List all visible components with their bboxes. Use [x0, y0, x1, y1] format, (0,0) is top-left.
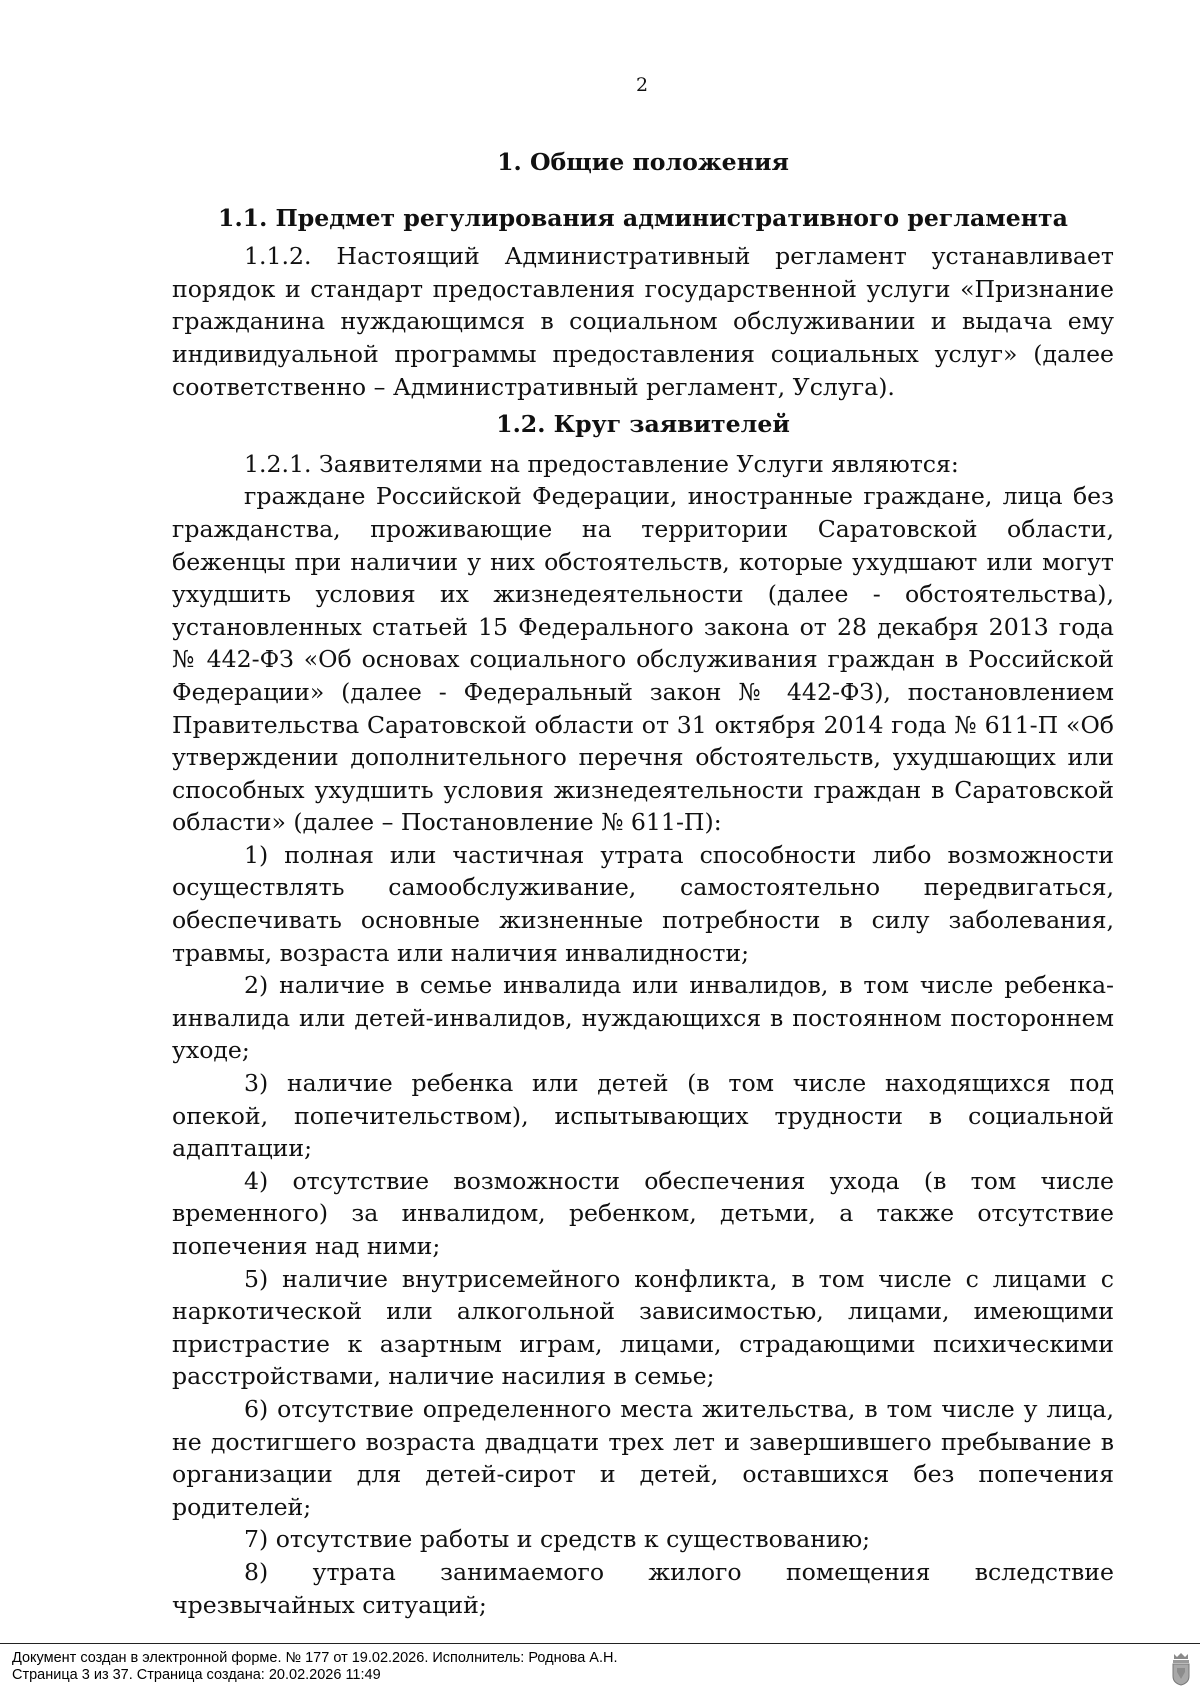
subsection-heading-1-1: 1.1. Предмет регулирования административного регламента	[218, 203, 1068, 232]
footer-line-2: Страница 3 из 37. Страница создана: 20.02.2026 11:49	[12, 1667, 381, 1683]
coat-of-arms-icon	[1170, 1652, 1192, 1686]
document-footer	[12, 1650, 618, 1684]
paragraph-applicants: граждане Российской Федерации, иностранные граждане, лица без гражданства, проживающие на территории Саратовской области, беженцы при наличии у них обстоятельств, которые ухудшают или могут ухудшить условия их жизнедеятельности (далее - обстоятельства), установленных статьей 15 Федерального закона от 28 декабря 2013 года № 442-ФЗ «Об основах социального обслуживания граждан в Российской Федерации» (далее - Федеральный закон № 442-ФЗ), постановлением Правительства Саратовской области от 31 октября 2014 года № 611-П «Об утверждении дополнительного перечня обстоятельств, ухудшающих или способных ухудшить условия жизнедеятельности граждан в Саратовской области» (далее – Постановление № 611-П):	[172, 482, 1114, 837]
list-item-4: 4) отсутствие возможности обеспечения ухода (в том числе временного) за инвалидом, ребенком, детьми, а также отсутствие попечения над ними;	[172, 1166, 1114, 1260]
list-item-6: 6) отсутствие определенного места жительства, в том числе у лица, не достигшего возраста двадцати трех лет и завершившего пребывание в организации для детей-сирот и детей, оставшихся без попечения родителей;	[172, 1394, 1114, 1521]
subsection-heading-1-2: 1.2. Круг заявителей	[496, 410, 790, 439]
list-item-7: 7) отсутствие работы и средств к существованию;	[244, 1525, 871, 1554]
footer-line-1: Документ создан в электронной форме. № 177 от 19.02.2026. Исполнитель: Роднова А.Н.	[12, 1650, 618, 1666]
list-item-8: 8) утрата занимаемого жилого помещения вследствие чрезвычайных ситуаций;	[172, 1557, 1114, 1619]
paragraph-1-2-1: 1.2.1. Заявителями на предоставление Услуги являются:	[244, 449, 959, 478]
list-item-1: 1) полная или частичная утрата способности либо возможности осуществлять самообслуживание, самостоятельно передвигаться, обеспечивать основные жизненные потребности в силу заболевания, травмы, возраста или наличия инвалидности;	[172, 840, 1114, 967]
document-body	[172, 146, 1114, 1621]
list-item-5: 5) наличие внутрисемейного конфликта, в том числе с лицами с наркотической или алкогольной зависимостью, лицами, имеющими пристрастие к азартным играм, лицами, страдающими психическими расстройствами, наличие насилия в семье;	[172, 1264, 1114, 1391]
list-item-2: 2) наличие в семье инвалида или инвалидов, в том числе ребенка-инвалида или детей-инвалидов, нуждающихся в постоянном постороннем уходе;	[172, 971, 1114, 1065]
list-item-3: 3) наличие ребенка или детей (в том числе находящихся под опекой, попечительством), испытывающих трудности в социальной адаптации;	[172, 1069, 1114, 1163]
section-heading: 1. Общие положения	[497, 148, 789, 176]
paragraph-1-1-2: 1.1.2. Настоящий Административный регламент устанавливает порядок и стандарт предоставления государственной услуги «Признание гражданина нуждающимся в социальном обслуживании и выдача ему индивидуальной программы предоставления социальных услуг» (далее соответственно – Административный регламент, Услуга).	[172, 242, 1114, 401]
footer-divider	[0, 1643, 1200, 1644]
page-number: 2	[635, 74, 649, 96]
